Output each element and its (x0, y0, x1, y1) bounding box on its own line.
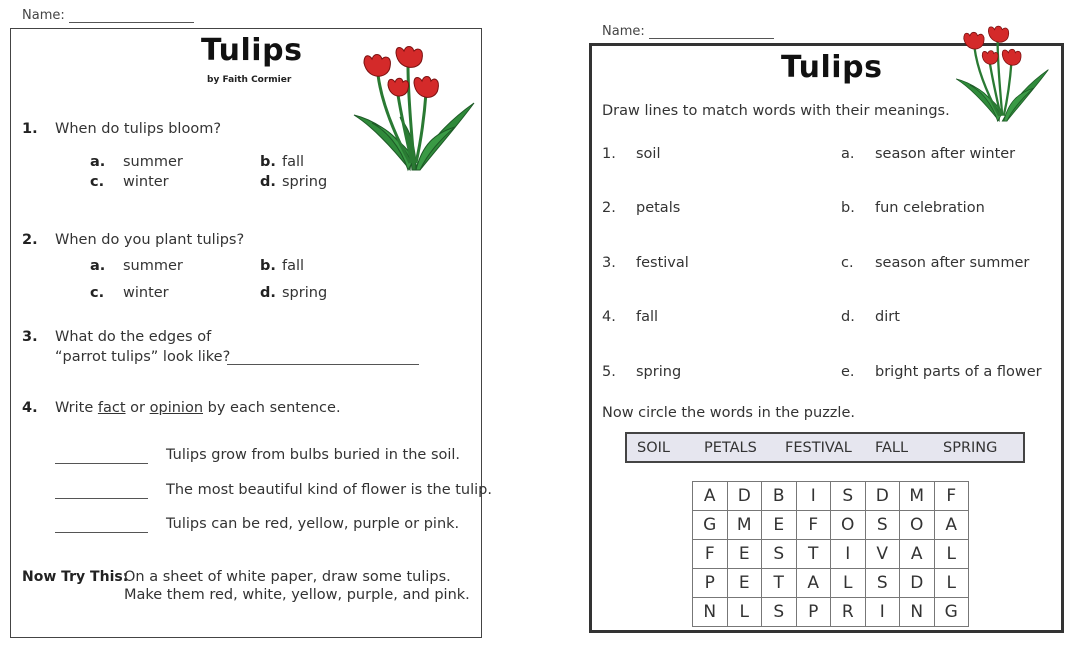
q2-option-b[interactable]: fall (282, 258, 305, 274)
word-bank-item: SOIL (637, 440, 670, 456)
meaning-e-letter: e. (841, 364, 855, 380)
word-search-puzzle (692, 481, 969, 627)
now-try-label: Now Try This: (22, 569, 129, 585)
question-3-number: 3. (22, 329, 38, 345)
question-4-number: 4. (22, 400, 38, 416)
q1-option-b[interactable]: fall (282, 154, 305, 170)
word-5[interactable]: spring (636, 364, 682, 380)
q4-mid: or (125, 400, 150, 416)
puzzle-cell[interactable]: E (727, 569, 762, 598)
left-name-field (22, 8, 194, 23)
meaning-c-letter: c. (841, 255, 854, 271)
puzzle-cell[interactable]: F (796, 511, 831, 540)
left-byline: by Faith Cormier (207, 75, 292, 85)
puzzle-cell[interactable]: M (727, 511, 762, 540)
puzzle-cell[interactable]: L (934, 569, 969, 598)
meaning-d-letter: d. (841, 309, 855, 325)
puzzle-cell[interactable]: B (762, 482, 797, 511)
q1-option-c[interactable]: winter (123, 174, 169, 190)
puzzle-cell[interactable]: S (865, 511, 900, 540)
puzzle-row (693, 569, 969, 598)
word-bank-item: FESTIVAL (785, 440, 852, 456)
puzzle-cell[interactable]: L (831, 569, 866, 598)
puzzle-cell[interactable]: S (762, 598, 797, 627)
question-3-line-2: “parrot tulips” look like? (55, 349, 231, 365)
puzzle-row (693, 598, 969, 627)
word-1[interactable]: soil (636, 146, 661, 162)
puzzle-cell[interactable]: L (727, 598, 762, 627)
puzzle-cell[interactable]: S (762, 540, 797, 569)
puzzle-cell[interactable]: S (831, 482, 866, 511)
puzzle-cell[interactable]: S (865, 569, 900, 598)
word-bank-item: SPRING (943, 440, 998, 456)
q2-option-c-letter: c. (90, 285, 105, 301)
q4-fact: fact (97, 400, 126, 416)
now-try-line-1: On a sheet of white paper, draw some tulips. (124, 569, 451, 585)
puzzle-cell[interactable]: D (865, 482, 900, 511)
word-3-number: 3. (602, 255, 616, 271)
puzzle-cell[interactable]: D (900, 569, 935, 598)
word-bank (625, 432, 1025, 463)
question-3-answer-line[interactable] (227, 363, 419, 365)
q4-post: by each sentence. (203, 400, 341, 416)
question-1-text: When do tulips bloom? (55, 121, 222, 137)
q4-sentence-3: Tulips can be red, yellow, purple or pink. (166, 516, 460, 532)
left-name-label: Name: (22, 8, 65, 23)
puzzle-cell[interactable]: I (865, 598, 900, 627)
puzzle-cell[interactable]: D (727, 482, 762, 511)
word-bank-item: FALL (875, 440, 909, 456)
tulip-bouquet-icon (350, 45, 480, 175)
word-1-number: 1. (602, 146, 616, 162)
word-bank-item: PETALS (704, 440, 757, 456)
now-try-line-2: Make them red, white, yellow, purple, and pink. (124, 587, 470, 603)
puzzle-cell[interactable]: A (796, 569, 831, 598)
question-1 (22, 121, 38, 137)
q2-option-d[interactable]: spring (282, 285, 328, 301)
tulip-bouquet-icon-right (953, 25, 1053, 125)
puzzle-row (693, 540, 969, 569)
puzzle-cell[interactable]: T (796, 540, 831, 569)
meaning-a[interactable]: season after winter (875, 146, 1016, 162)
q4-pre: Write (55, 400, 98, 416)
circle-instruction: Now circle the words in the puzzle. (602, 405, 855, 421)
puzzle-cell[interactable]: A (900, 540, 935, 569)
puzzle-cell[interactable]: R (831, 598, 866, 627)
meaning-b[interactable]: fun celebration (875, 200, 985, 216)
puzzle-cell[interactable]: G (693, 511, 728, 540)
meaning-b-letter: b. (841, 200, 855, 216)
meaning-d[interactable]: dirt (875, 309, 900, 325)
q4-answer-line-3[interactable] (55, 531, 148, 533)
right-name-field (602, 24, 774, 39)
word-4[interactable]: fall (636, 309, 659, 325)
word-2[interactable]: petals (636, 200, 681, 216)
meaning-a-letter: a. (841, 146, 855, 162)
q2-option-d-letter: d. (260, 285, 276, 301)
word-5-number: 5. (602, 364, 616, 380)
q2-option-a[interactable]: summer (123, 258, 183, 274)
q2-option-a-letter: a. (90, 258, 106, 274)
puzzle-cell[interactable]: F (934, 482, 969, 511)
puzzle-cell[interactable]: A (693, 482, 728, 511)
puzzle-cell[interactable]: A (934, 511, 969, 540)
puzzle-cell[interactable]: M (900, 482, 935, 511)
q1-option-a-letter: a. (90, 154, 106, 170)
puzzle-cell[interactable]: L (934, 540, 969, 569)
puzzle-cell[interactable]: O (900, 511, 935, 540)
puzzle-cell[interactable]: I (831, 540, 866, 569)
puzzle-row (693, 482, 969, 511)
q1-option-c-letter: c. (90, 174, 105, 190)
q4-answer-line-2[interactable] (55, 497, 148, 499)
q4-sentence-2: The most beautiful kind of flower is the tulip. (166, 482, 492, 498)
q1-option-d-letter: d. (260, 174, 276, 190)
puzzle-row (693, 511, 969, 540)
puzzle-cell[interactable]: I (796, 482, 831, 511)
word-2-number: 2. (602, 200, 616, 216)
question-2-number: 2. (22, 232, 38, 248)
right-name-label: Name: (602, 24, 645, 39)
q1-option-d[interactable]: spring (282, 174, 328, 190)
meaning-e[interactable]: bright parts of a flower (875, 364, 1042, 380)
q4-opinion: opinion (149, 400, 204, 416)
question-3-line-1: What do the edges of (55, 329, 212, 345)
puzzle-cell[interactable]: G (934, 598, 969, 627)
puzzle-cell[interactable]: F (693, 540, 728, 569)
puzzle-cell[interactable]: O (831, 511, 866, 540)
q4-sentence-1: Tulips grow from bulbs buried in the soil. (166, 447, 461, 463)
question-4-text (55, 400, 341, 416)
right-name-line[interactable] (649, 26, 774, 39)
puzzle-cell[interactable]: E (762, 511, 797, 540)
puzzle-cell[interactable]: V (865, 540, 900, 569)
right-title: Tulips (781, 50, 883, 85)
q1-option-b-letter: b. (260, 154, 276, 170)
puzzle-cell[interactable]: T (762, 569, 797, 598)
meaning-c[interactable]: season after summer (875, 255, 1030, 271)
puzzle-cell[interactable]: E (727, 540, 762, 569)
left-title: Tulips (201, 33, 303, 68)
puzzle-cell[interactable]: N (693, 598, 728, 627)
puzzle-cell[interactable]: N (900, 598, 935, 627)
question-1-number: 1. (22, 121, 38, 137)
q2-option-b-letter: b. (260, 258, 276, 274)
puzzle-cell[interactable]: P (693, 569, 728, 598)
puzzle-cell[interactable]: P (796, 598, 831, 627)
q1-option-a[interactable]: summer (123, 154, 183, 170)
match-instruction: Draw lines to match words with their meanings. (602, 103, 950, 119)
question-2-text: When do you plant tulips? (55, 232, 245, 248)
left-name-line[interactable] (69, 10, 194, 23)
q4-answer-line-1[interactable] (55, 462, 148, 464)
word-4-number: 4. (602, 309, 616, 325)
q2-option-c[interactable]: winter (123, 285, 169, 301)
word-3[interactable]: festival (636, 255, 689, 271)
